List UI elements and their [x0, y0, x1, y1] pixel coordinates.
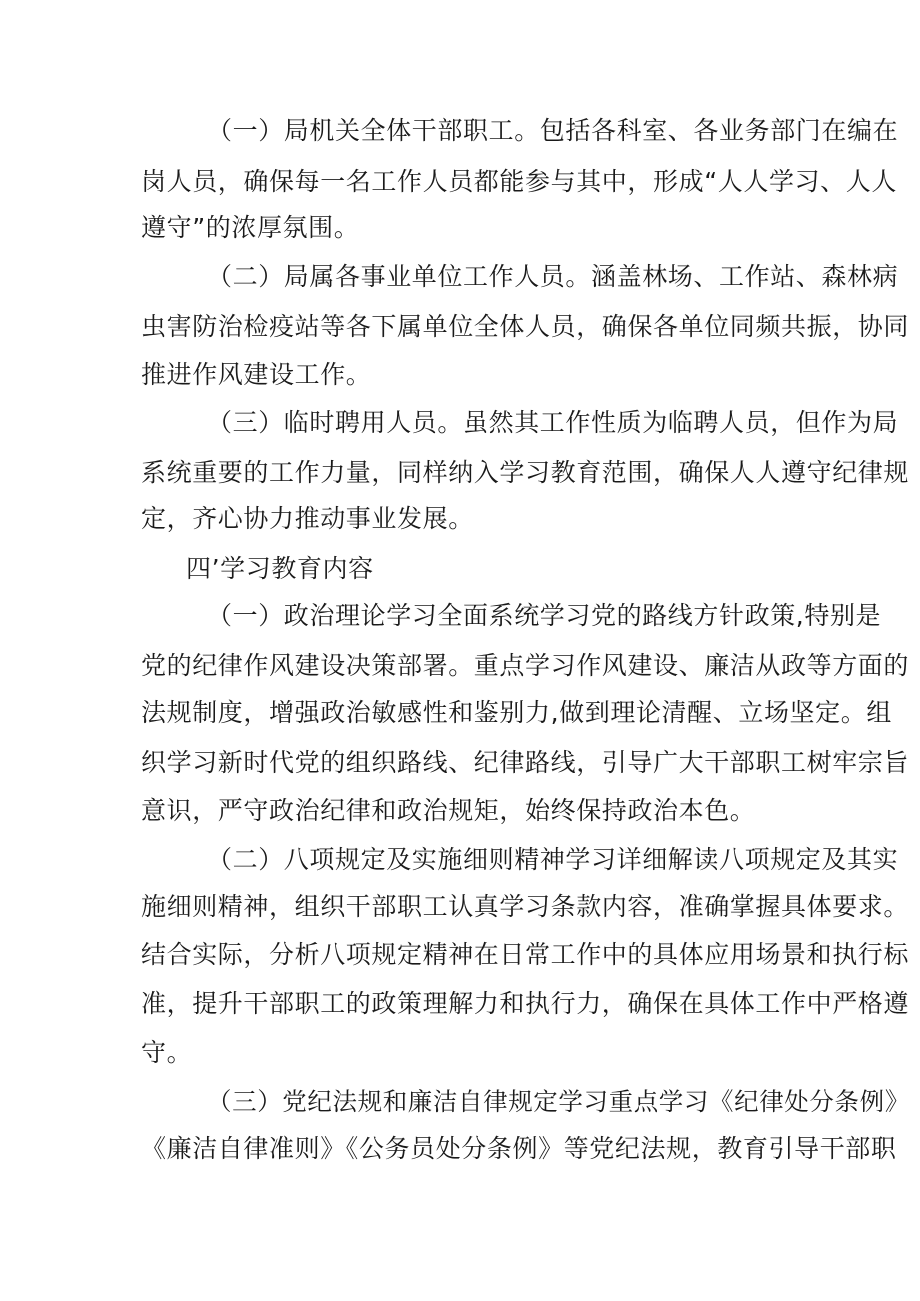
text-line: 施细则精神，组织干部职工认真学习条款内容，准确掌握具体要求。: [141, 892, 910, 921]
text-line: （一）局机关全体干部职工。包括各科室、各业务部门在编在: [207, 116, 899, 145]
section-heading: 四’学习教育内容: [186, 554, 374, 583]
text-line: 系统重要的工作力量，同样纳入学习教育范围，确保人人遵守纪律规: [141, 458, 910, 487]
text-line: 定，齐心协力推动事业发展。: [141, 504, 474, 533]
text-line: 遵守”的浓厚氛围。: [141, 213, 360, 242]
text-line: 准，提升干部职工的政策理解力和执行力，确保在具体工作中严格遵: [141, 989, 910, 1018]
text-line: 《廉洁自律准则》《公务员处分条例》等党纪法规，教育引导干部职: [141, 1134, 897, 1163]
text-line: 意识，严守政治纪律和政治规矩，始终保持政治本色。: [141, 796, 756, 825]
text-line: （二）八项规定及实施细则精神学习详细解读八项规定及其实: [207, 845, 899, 874]
text-line: （三）党纪法规和廉洁自律规定学习重点学习《纪律处分条例》: [207, 1087, 910, 1116]
text-line: 织学习新时代党的组织路线、纪律路线，引导广大干部职工树牢宗旨: [141, 748, 910, 777]
text-line: 结合实际，分析八项规定精神在日常工作中的具体应用场景和执行标: [141, 940, 910, 969]
text-line: 法规制度，增强政治敏感性和鉴别力,做到理论清醒、立场坚定。组: [141, 698, 892, 727]
text-line: 党的纪律作风建设决策部署。重点学习作风建设、廉洁从政等方面的: [141, 651, 910, 680]
text-line: 守。: [141, 1038, 193, 1067]
text-line: 岗人员，确保每一名工作人员都能参与其中，形成“人人学习、人人: [141, 167, 897, 196]
text-line: （二）局属各事业单位工作人员。涵盖林场、工作站、森林病: [207, 262, 899, 291]
text-line: 推进作风建设工作。: [141, 360, 372, 389]
text-line: （一）政治理论学习全面系统学习党的路线方针政策,特别是: [207, 601, 882, 630]
text-line: （三）临时聘用人员。虽然其工作性质为临聘人员，但作为局: [207, 408, 899, 437]
text-line: 虫害防治检疫站等各下属单位全体人员，确保各单位同频共振，协同: [141, 312, 910, 341]
